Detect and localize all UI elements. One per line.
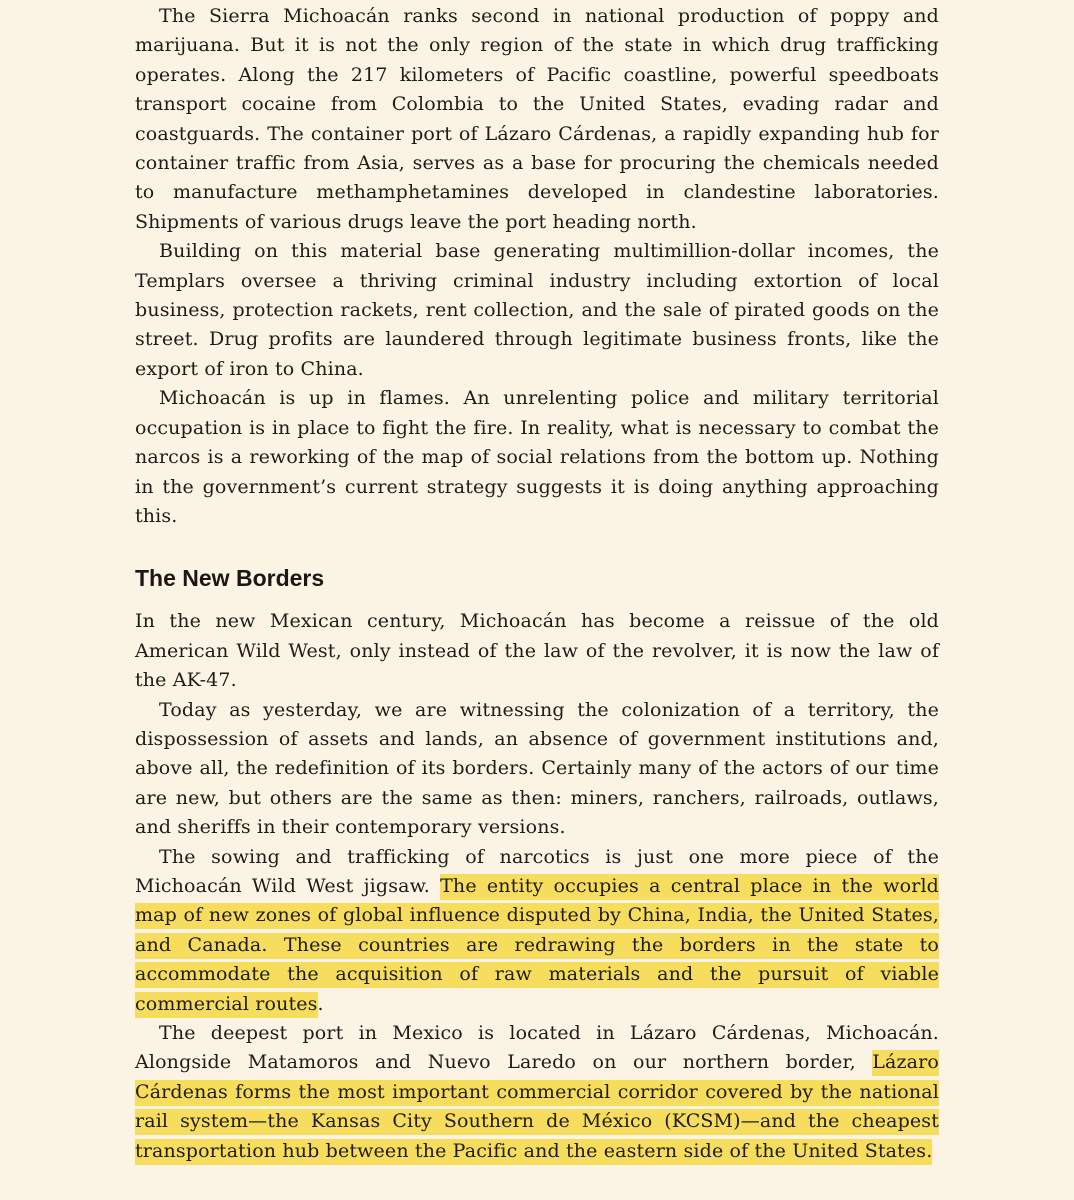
section-intro (135, 0, 939, 531)
paragraph-text-end: . (317, 992, 324, 1015)
highlighted-passage: Lázaro Cárdenas forms the most important commercial corridor covered by the national rail system—the Kansas City Southern de México (KCSM)—and the cheapest transportation hub between the Pacific and the eastern side of the United States. (135, 1050, 939, 1164)
paragraph-wild-west: In the new Mexican century, Michoacán has become a reissue of the old American Wild West, only instead of the law of the revolver, it is now the law of the AK-47. (135, 610, 939, 692)
paragraph-templars-industry: Building on this material base generating multimillion-dollar incomes, the Templars oversee a thriving criminal industry including extortion of local business, protection rackets, rent collection, and the sale of pirated goods on the street. Drug profits are laundered through legitimate business fronts, like the export of iron to China. (135, 240, 939, 380)
paragraph-up-in-flames: Michoacán is up in flames. An unrelenting police and military territorial occupation is in place to fight the fire. In reality, what is necessary to combat the narcos is a reworking of the map of social relations from the bottom up. Nothing in the government’s current strategy suggests it is doing anything approaching this. (135, 387, 939, 527)
section-new-borders (135, 607, 939, 1166)
paragraph-deepest-port (135, 1019, 939, 1166)
paragraph-today-as-yesterday: Today as yesterday, we are witnessing the colonization of a territory, the dispossession of assets and lands, an absence of government institutions and, above all, the redefinition of its borders. Certainly many of the actors of our time are new, but others are the same as then: miners, ranchers, railroads, outlaws, and sheriffs in their contemporary versions. (135, 698, 939, 839)
paragraph-text-plain: The sowing and trafficking of narcotics is just one more piece of the Michoacán Wild West jigsaw. (135, 845, 939, 897)
paragraph-sierra-michoacan: The Sierra Michoacán ranks second in national production of poppy and marijuana. But it is not the only region of the state in which drug trafficking operates. Along the 217 kilometers of Pacific coastline, powerful speedboats transport cocaine from Colombia to the United States, evading radar and coastguards. The container port of Lázaro Cárdenas, a rapidly expanding hub for container traffic from Asia, serves as a base for procuring the chemicals needed to manufacture methamphetamines developed in clandestine laboratories. Shipments of various drugs leave the port heading north. (135, 5, 939, 233)
paragraph-sowing-trafficking (135, 843, 939, 1019)
highlighted-passage: The entity occupies a central place in the world map of new zones of global influence disputed by China, India, the United States, and Canada. These countries are redrawing the borders in the state to accommodate the acquisition of raw materials and the pursuit of viable commercial routes (135, 874, 939, 1018)
section-heading-new-borders: The New Borders (135, 565, 325, 592)
paragraph-text-plain: The deepest port in Mexico is located in Lázaro Cárdenas, Michoacán. Alongside Matamoros and Nuevo Laredo on our northern border, (135, 1022, 939, 1074)
